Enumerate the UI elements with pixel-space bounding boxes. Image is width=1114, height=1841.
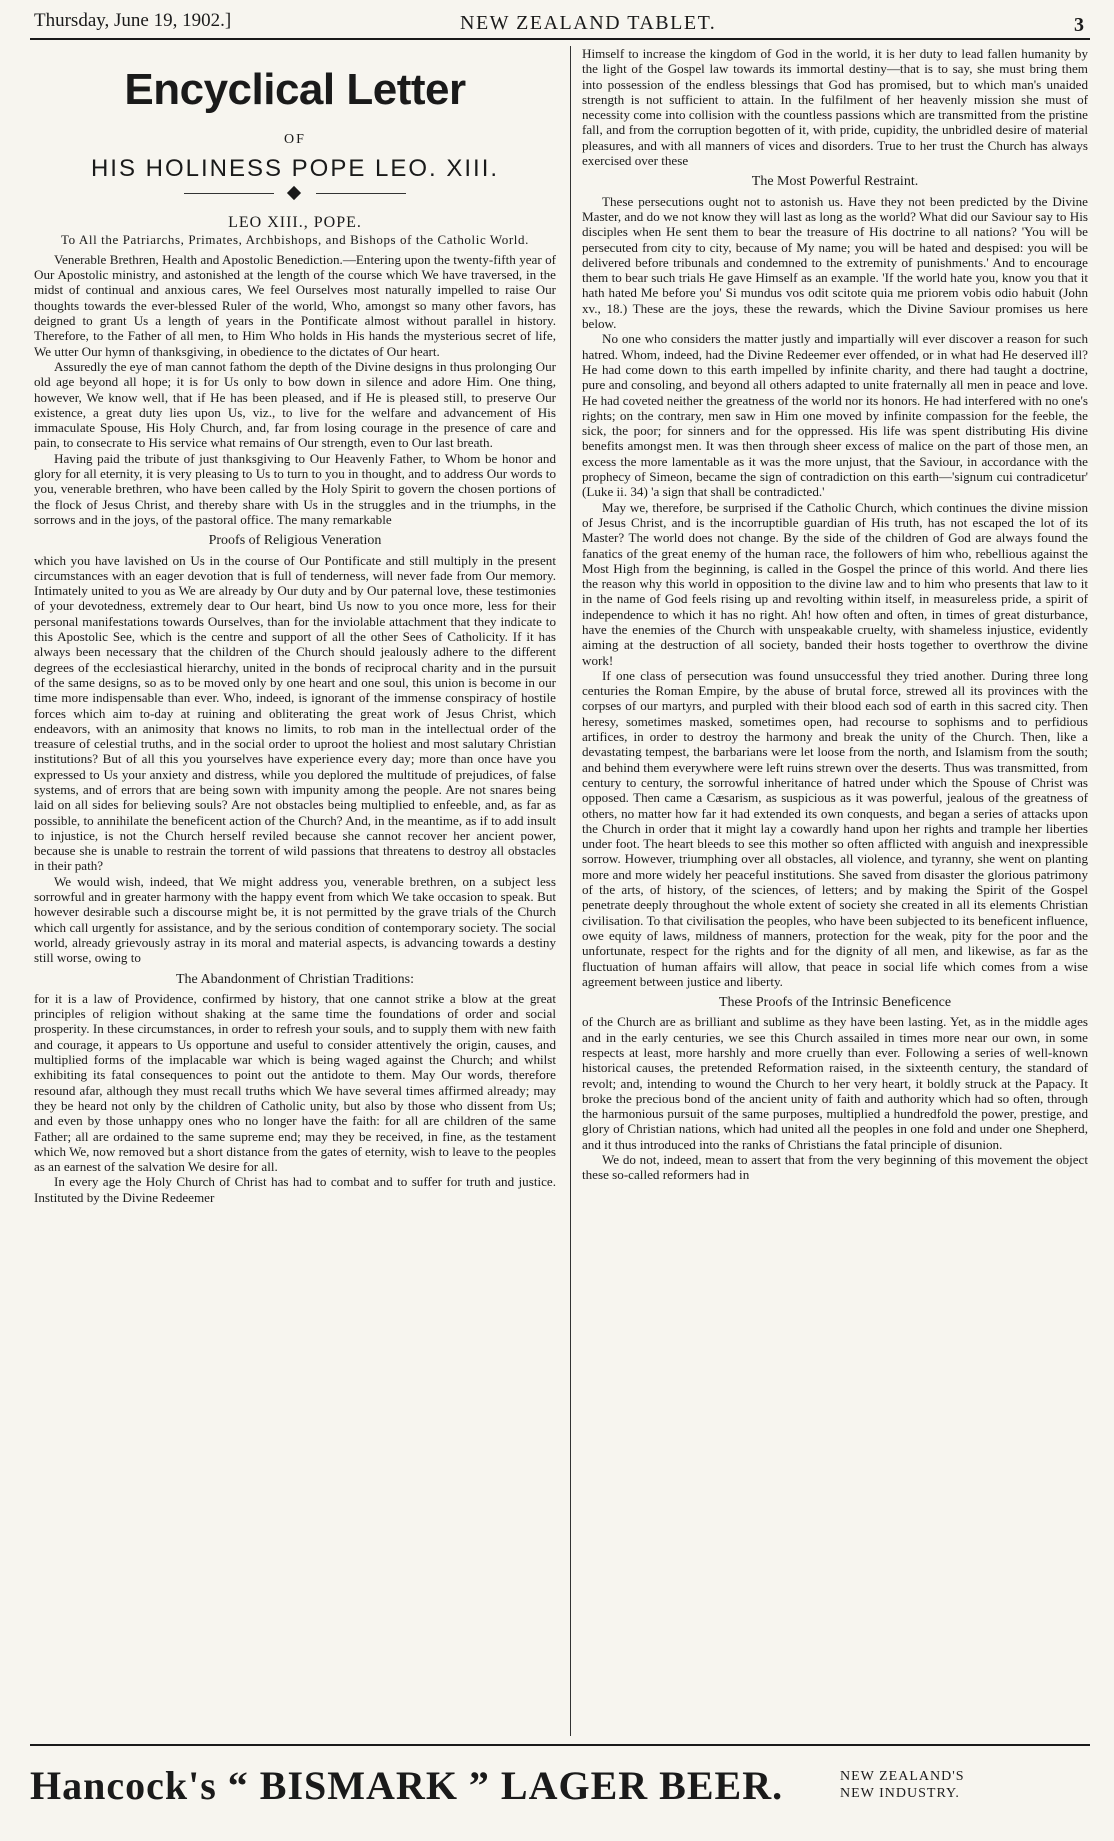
paragraph: Venerable Brethren, Health and Apostolic Benediction.—Entering upon the twenty-fifth year of Our Apostolic ministry, and astonished at the length of the course which We have traversed, in the midst of continual and anxious cares, We feel Ourselves most naturally impelled to raise Our thoughts towards the ever-blessed Ruler of the world, Who, amongst so many other favors, has deigned to grant Us a length of years in the Pontificate almost without parallel in history. Therefore, to the Father of all men, to Him Who holds in His hands the mysterious secret of life, We utter Our hymn of thanksgiving, in obedience to the dictates of Our heart. — [34, 251, 556, 359]
paragraph: If one class of persecution was found unsuccessful they tried another. During three long centuries the Roman Empire, by the abuse of brutal force, strewed all its provinces with the corpses of our martyrs, and purpled with their blood each sod of earth in this sacred city. Then heresy, sometimes masked, sometimes open, had recourse to sophisms and to perfidious artifices, in order to destroy the harmony and break the unity of the Church. Then, like a devastating tempest, the barbarians were let loose from the north, and Islamism from the south; and behind them everywhere were left ruins strewn over the deserts. Thus was transmitted, from century to century, the sorrowful inheritance of hatred under which the Spouse of Christ was opposed. Then came a Cæsarism, as suspicious as it was powerful, jealous of the greatness of others, no matter how far it had extended its own conquests, and began a series of attacks upon the Church in order that it might lay a cowardly hand upon her rights and trample her liberties under foot. The heart bleeds to see this mother so often afflicted with anguish and inexpressible sorrow. However, triumphing over all obstacles, all violence, and tyranny, she went on planting more and more widely her peaceful institutions. She saved from disaster the glorious patrimony of the arts, of history, of the sciences, of letters; and by making the Spirit of the Gospel penetrate deeply throughout the whole extent of society she created in all its elements Christian civilisation. To that civilisation the peoples, who have been subjected to its beneficent influence, owe equity of laws, mildness of manners, protection for the weak, pity for the poor and the unfortunate, respect for the rights and for the dignity of all men, and likewise, as far as the fluctuation of human affairs will allow, that peace in social life which comes from a wise agreement between justice and liberty. — [582, 667, 1088, 989]
title-of: OF — [284, 132, 306, 147]
footer-rule — [30, 1744, 1090, 1746]
pope-title: HIS HOLINESS POPE LEO. XIII. — [90, 155, 500, 183]
paragraph: In every age the Holy Church of Christ has had to combat and to suffer for truth and justice. Instituted by the Divine Redeemer — [34, 1174, 556, 1205]
publication-name: NEW ZEALAND TABLET. — [460, 12, 717, 34]
paragraph: of the Church are as brilliant and sublime as they have been lasting. Yet, as in the middle ages and in the early centuries, we see this Church assailed in times more near our own, in some respects at least, more harshly and more cruelly than ever. Following a series of well-known historical causes, the pretended Reformation raised, in the sixteenth century, the standard of revolt; and, intending to wound the Church to her very heart, it boldly struck at the Papacy. It broke the precious bond of the ancient unity of faith and authority which had so often, through the harmonious pursuit of the same purposes, multiplied a hundredfold the power, prestige, and glory of Christian nations, which had united all the peoples in one fold and under one Shepherd, and it thus introduced into the ranks of Christians the fatal principle of disunion. — [582, 1014, 1088, 1152]
paragraph: These persecutions ought not to astonish us. Have they not been predicted by the Divine Master, and do we not know they will last as long as the world? What did our Saviour say to His disciples when He sent them to bear the treasure of His doctrine to all nations? 'You will be persecuted from city to city, because of My name; you will be hated and despised: you will be delivered before tribunals and condemned to the extremity of punishments.' And to encourage them to bear such trials He gave Himself as an example. 'If the world hate you, know you that it hath hated Me before you' Si mundus vos odit scitote quia me priorem vobis odio habuit (John xv., 18.) These are the joys, these the rewards, which the Divine Saviour promises us here below. — [582, 193, 1088, 332]
right-column — [582, 46, 1088, 1736]
ornament-divider — [34, 183, 556, 205]
advertisement-side — [840, 1768, 965, 1802]
advertisement-side-line: NEW INDUSTRY. — [840, 1786, 960, 1801]
address-line: To All the Patriarchs, Primates, Archbishops, and Bishops of the Catholic World. — [61, 231, 529, 247]
subheading: The Abandonment of Christian Traditions: — [176, 971, 414, 987]
left-column — [34, 46, 556, 1736]
diamond-ornament-icon — [287, 186, 301, 200]
subheading: These Proofs of the Intrinsic Beneficence — [718, 995, 952, 1011]
paragraph: No one who considers the matter justly and impartially will ever discover a reason for such hatred. Whom, indeed, had the Divine Redeemer ever offended, or in what had He deserved ill? He had come down to this earth impelled by infinite charity, and there had taught a doctrine, pure and consoling, and beyond all others adapted to unite fraternally all men in peace and love. He had coveted neither the greatness of the world nor its honors. He had interfered with no one's rights; on the contrary, men saw in Him one moved by infinite compassion for the feeble, the sick, the poor; for sinners and for the oppressed. His life was spent distributing His divine benefits amongst men. It was then through sheer excess of malice on the part of those men, an excess the more lamentable as it was the more unjust, that the Saviour, in accordance with the prophecy of Simeon, became the sign of contradiction on this earth—'signum cui contradicetur' (Luke ii. 34) 'a sign that shall be contradicted.' — [582, 331, 1088, 500]
issue-date: Thursday, June 19, 1902.] — [34, 10, 232, 31]
paragraph: We would wish, indeed, that We might address you, venerable brethren, on a subject less sorrowful and in greater harmony with the happy event from which We take occasion to speak. But however desirable such a discourse might be, it is not permitted by the grave trials of the Church which call urgently for assistance, and by the serious condition of contemporary society. The social world, already grievously astray in its moral and material aspects, is advancing towards a destiny still worse, owing to — [34, 873, 556, 966]
advertisement-side-line: NEW ZEALAND'S — [840, 1769, 965, 1784]
author-line: LEO XIII., POPE. — [228, 213, 362, 231]
subheading: Proofs of Religious Veneration — [208, 533, 382, 549]
paragraph: Himself to increase the kingdom of God in the world, it is her duty to lead fallen humanity by the light of the Gospel law towards its immortal destiny—that is to say, she must bring them into possession of the endless blessings that God has promised, but to which man's unaided strength is not sufficient to attain. In the fulfilment of her heavenly mission she must of necessity come into collision with the countless passions which are transmitted from the pristine fall, and from the corruption begotten of it, with pride, cupidity, the unbridled desire of material pleasures, and with all manners of vices and disorders. True to her trust the Church has always exercised over these — [582, 46, 1088, 169]
paragraph: Assuredly the eye of man cannot fathom the depth of the Divine designs in thus prolonging Our old age beyond all hope; it is for Us only to bow down in silence and adore Him. One thing, however, We know well, that if He has been pleased, and if He is pleased still, to preserve Our existence, a great duty lies upon Us, viz., to live for the welfare and advancement of His immaculate Spouse, His Holy Church, and, far from losing courage in the presence of care and pain, to consecrate to His service what remains of Our strength, even to Our last breath. — [34, 358, 556, 451]
advertisement-headline: Hancock's “ BISMARK ” LAGER BEER. — [30, 1763, 784, 1808]
page-number: 3 — [1074, 14, 1084, 36]
page-header — [30, 8, 1090, 40]
paragraph: We do not, indeed, mean to assert that from the very beginning of this movement the object these so-called reformers had in — [582, 1152, 1088, 1183]
article-title: Encyclical Letter — [124, 65, 466, 114]
subheading: The Most Powerful Restraint. — [751, 174, 919, 190]
column-divider — [570, 46, 571, 1736]
paragraph: Having paid the tribute of just thanksgiving to Our Heavenly Father, to Whom be honor and glory for all eternity, it is very pleasing to Us to turn to you in thought, and to address Our words to you, venerable brethren, who have been called by the Holy Spirit to govern the chosen portions of the flock of Jesus Christ, and thereby share with Us in the struggles and in the triumphs, in the sorrows and in the joys, of the pastoral office. The many remarkable — [34, 450, 556, 527]
newspaper-page — [30, 0, 1090, 1841]
paragraph: which you have lavished on Us in the course of Our Pontificate and still multiply in the present circumstances with an eager devotion that is full of tenderness, will never fade from Our memory. Intimately united to you as We are already by Our duty and by Our paternal love, these testimonies of your devotedness, extremely dear to Our heart, bind Us now to you once more, less for their personal manifestations towards Ourselves, than for the inviolable attachment that they indicate to this Apostolic See, which is the centre and support of all the other Sees of Catholicity. If it has always been necessary that the children of the Church should jealously adhere to the different degrees of the ecclesiastical hierarchy, united in the bonds of reciprocal charity and in the pursuit of the same designs, so as to be moved only by one heart and one soul, this union is become in our time more indispensable than ever. Who, indeed, is ignorant of the immense conspiracy of hostile forces which aim to-day at ruining and obliterating the great work of Jesus Christ, which endeavors, with an animosity that knows no limits, to rob man in the intellectual order of the treasure of celestial truths, and in the social order to uproot the holiest and most salutary Christian institutions? But of all this you yourselves have experience every day; more than once have you expressed to Us your anxiety and distress, while you deplored the multitude of prejudices, of false systems, and of errors that are being sown with impunity among the people. Are not snares being laid on all sides for believing souls? Are not obstacles being multiplied to enfeeble, and, as far as possible, to annihilate the beneficent action of the Church? And, in the meantime, as if to add insult to injustice, is not the Church herself reviled because she cannot recover her ancient power, because she is unable to restrain the torrent of wild passions that threatens to destroy all obstacles in their path? — [34, 552, 556, 874]
paragraph: May we, therefore, be surprised if the Catholic Church, which continues the divine mission of Jesus Christ, and is the incorruptible guardian of His truth, has not escaped the lot of its Master? The world does not change. By the side of the children of God are always found the fanatics of the great enemy of the human race, the followers of him who, rebellious against the Most High from the beginning, is called in the Gospel the prince of this world. And there lies the reason why this world in opposition to the divine law and to him who presents that law to it in the name of God feels rising up and revolting within itself, in measureless pride, a spirit of independence to which it has no right. Ah! how often and often, in times of great disturbance, have the enemies of the Church with unspeakable cruelty, with shameless injustice, evidently aiming at the destruction of all society, banded their hosts together to overthrow the divine work! — [582, 499, 1088, 668]
paragraph: for it is a law of Providence, confirmed by history, that one cannot strike a blow at the great principles of religion without shaking at the same time the foundations of order and social prosperity. In these circumstances, in order to refresh your souls, and to supply them with new faith and courage, it appears to Us opportune and useful to consider attentively the origin, causes, and multiplied forms of the implacable war which is being waged against the Church; and whilst exhibiting its fatal consequences to point out the antidote to them. May Our words, therefore resound afar, although they must recall truths which We have several times affirmed already; may they be heard not only by the children of Catholic unity, but also by those who dissent from Us; and even by those unhappy ones who no longer have the faith: for all are children of the same Father; all are ordained to the same supreme end; may they be received, in fine, as the testament which We, now removed but a short distance from the gates of eternity, wish to leave to the peoples as an earnest of the salvation We desire for all. — [34, 990, 556, 1175]
